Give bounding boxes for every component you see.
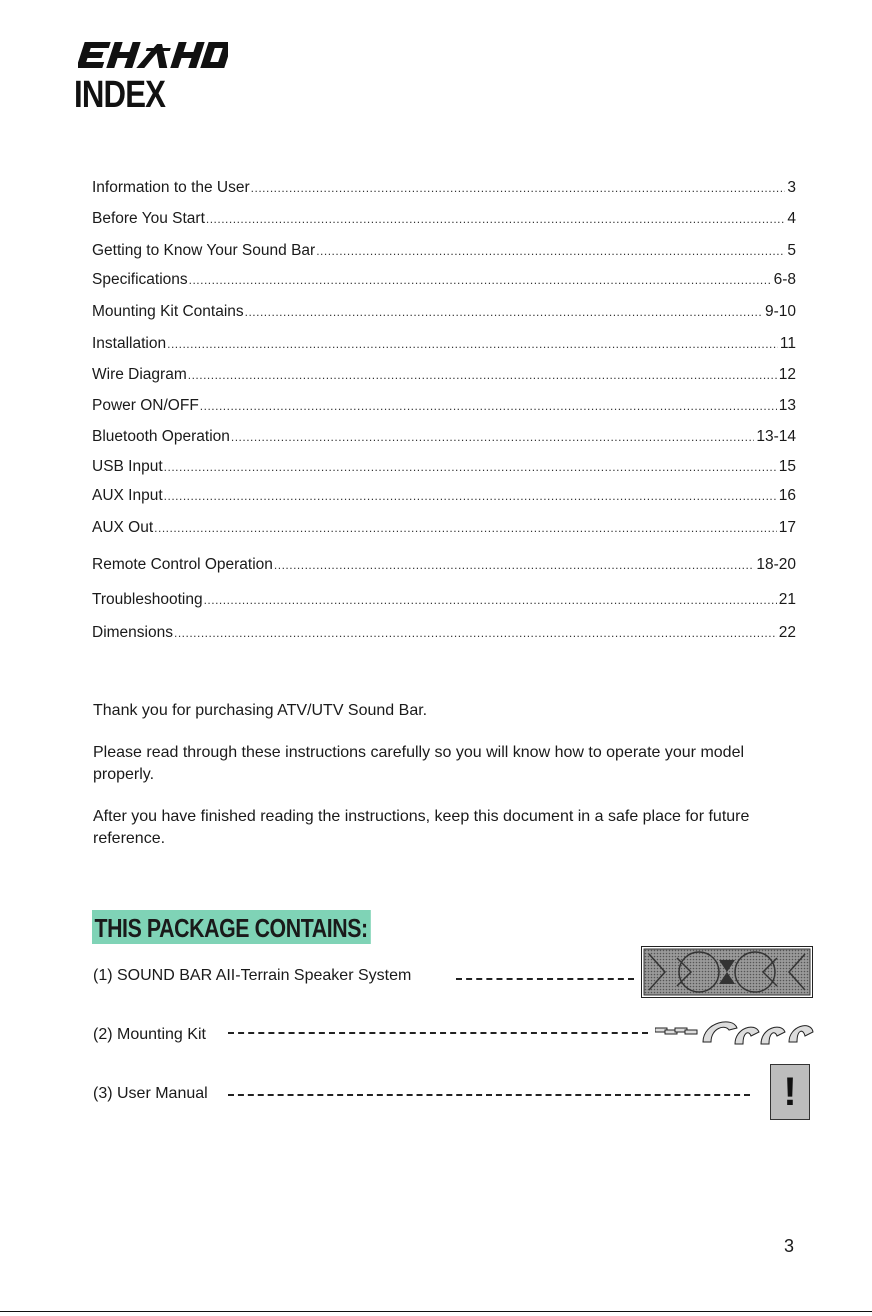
intro-read-instructions: Please read through these instructions carefully so you will know how to operate your model properly.: [93, 744, 745, 783]
toc-label: Wire Diagram: [92, 366, 187, 383]
toc-leader: [245, 302, 763, 322]
toc-leader: [251, 178, 786, 198]
toc-label: AUX Out: [92, 519, 154, 536]
ehaho-logo: [78, 38, 228, 72]
toc-row: [92, 270, 796, 290]
toc-page: 5: [787, 242, 796, 259]
toc-row: [92, 555, 796, 575]
toc-page: 21: [778, 591, 796, 608]
toc-label: Getting to Know Your Sound Bar: [92, 242, 316, 259]
intro-keep-document: After you have finished reading the instructions, keep this document in a safe place for future reference.: [93, 808, 750, 847]
toc-leader: [189, 270, 772, 290]
toc-page: 6-8: [773, 271, 796, 288]
toc-page: 17: [778, 519, 796, 536]
toc-row: [92, 427, 796, 447]
toc-page: 15: [778, 458, 796, 475]
toc-leader: [204, 590, 777, 610]
toc-leader: [174, 623, 777, 643]
toc-page: 9-10: [764, 303, 796, 320]
toc-page: 22: [778, 624, 796, 641]
toc-label: Bluetooth Operation: [92, 428, 230, 445]
toc-page: 11: [779, 335, 796, 352]
toc-row: [92, 334, 796, 354]
toc-leader: [231, 427, 754, 447]
toc-leader: [154, 518, 777, 538]
toc-row: [92, 178, 796, 198]
toc-leader: [316, 241, 785, 261]
toc-row: [92, 518, 796, 538]
toc-row: [92, 486, 796, 506]
toc-leader: [274, 555, 754, 575]
toc-page: 16: [778, 487, 796, 504]
toc-label: USB Input: [92, 458, 163, 475]
toc-leader: [164, 486, 777, 506]
toc-row: [92, 209, 796, 229]
toc-page: 3: [787, 179, 796, 196]
toc-row: [92, 365, 796, 385]
toc-label: Before You Start: [92, 210, 205, 227]
toc-row: [92, 623, 796, 643]
mounting-kit-icon: [655, 1014, 815, 1048]
package-item-sound-bar: (1) SOUND BAR AII-Terrain Speaker System: [93, 967, 412, 984]
sound-bar-icon: [641, 946, 813, 998]
toc-page: 4: [787, 210, 796, 227]
toc-leader: [164, 457, 777, 477]
toc-page: 12: [778, 366, 796, 383]
toc-page: 13-14: [756, 428, 796, 445]
toc-label: Installation: [92, 335, 167, 352]
toc-leader: [167, 334, 778, 354]
toc-row: [92, 590, 796, 610]
toc-label: Troubleshooting: [92, 591, 203, 608]
toc-label: Mounting Kit Contains: [92, 303, 244, 320]
leader-line: [228, 1094, 750, 1096]
toc-row: [92, 457, 796, 477]
package-item-mounting-kit: (2) Mounting Kit: [93, 1026, 206, 1043]
package-contents-title: THIS PACKAGE CONTAINS:: [92, 910, 371, 944]
toc-row: [92, 241, 796, 261]
toc-page: 13: [778, 397, 796, 414]
index-title: INDEX: [74, 74, 166, 116]
toc-leader: [200, 396, 777, 416]
toc-page: 18-20: [756, 556, 796, 573]
leader-line: [228, 1032, 648, 1034]
toc-row: [92, 302, 796, 322]
toc-leader: [188, 365, 777, 385]
intro-thanks: Thank you for purchasing ATV/UTV Sound Bar.: [93, 702, 428, 719]
toc-label: AUX Input: [92, 487, 163, 504]
package-item-user-manual: (3) User Manual: [93, 1085, 208, 1102]
page-number: 3: [784, 1236, 795, 1256]
bottom-rule: [0, 1311, 872, 1312]
toc-label: Information to the User: [92, 179, 250, 196]
toc-label: Power ON/OFF: [92, 397, 199, 414]
toc-row: [92, 396, 796, 416]
toc-leader: [206, 209, 785, 229]
toc-label: Remote Control Operation: [92, 556, 273, 573]
leader-line: [456, 978, 634, 980]
toc-label: Specifications: [92, 271, 188, 288]
toc-label: Dimensions: [92, 624, 173, 641]
user-manual-icon: !: [770, 1064, 810, 1120]
